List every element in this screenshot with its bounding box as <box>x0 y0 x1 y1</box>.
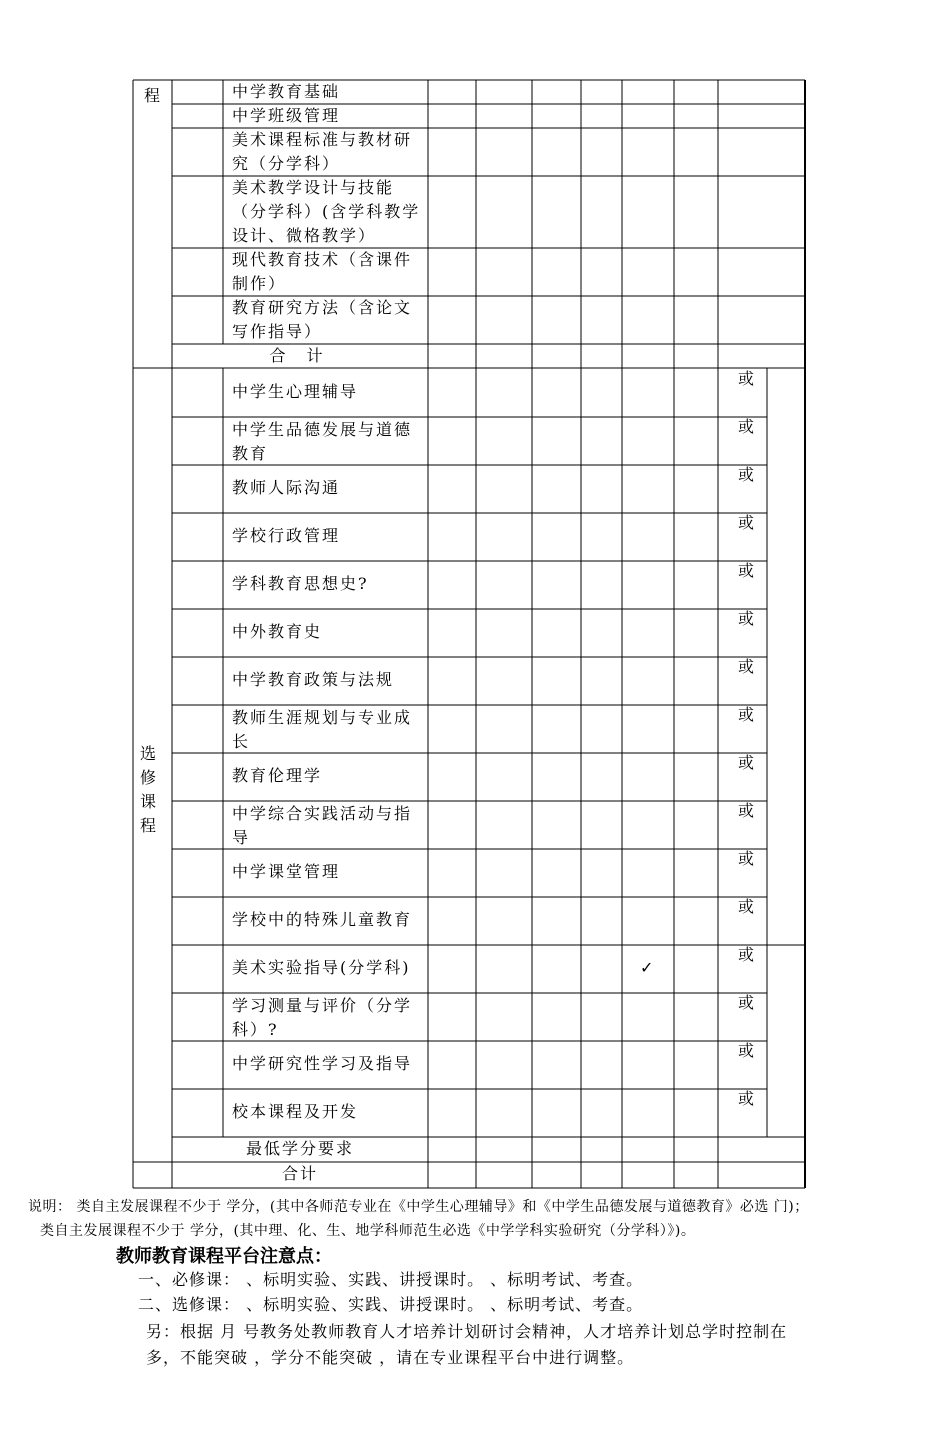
or-mark: 或 <box>738 897 757 916</box>
course-name-cell: 教师人际沟通 <box>232 478 341 497</box>
note-line-1: 说明： 类自主发展课程不少于 学分，(其中各师范专业在《中学生心理辅导》和《中学生品德发展与道德教育》必选 门)； <box>28 1199 809 1215</box>
course-name-cell: 现代教育技术（含课件 制作） <box>232 250 413 293</box>
or-mark: 或 <box>738 801 757 820</box>
course-name-cell: 教育研究方法（含论文 写作指导） <box>232 298 413 341</box>
or-mark: 或 <box>738 465 757 484</box>
platform-note-item: 二、选修课： 、标明实验、实践、讲授课时。 、标明考试、考查。 <box>138 1295 644 1314</box>
course-name-cell: 美术课程标准与教材研 究（分学科） <box>232 130 413 173</box>
or-mark: 或 <box>738 513 757 532</box>
course-name-cell: 美术实验指导(分学科) <box>232 958 411 977</box>
note-line-2: 类自主发展课程不少于 学分，(其中理、化、生、地学科师范生必选《中学学科实验研究（分学科）》)。 <box>40 1223 696 1239</box>
course-name-cell: 中学教育政策与法规 <box>232 670 395 689</box>
or-mark: 或 <box>738 609 757 628</box>
course-name-cell: 中外教育史 <box>232 622 323 641</box>
elective-category-label <box>140 742 164 838</box>
or-mark: 或 <box>738 561 757 580</box>
course-name-cell: 中学班级管理 <box>232 106 341 125</box>
course-name-cell: 美术教学设计与技能 （分学科）(含学科教学 设计、微格教学） <box>232 178 421 245</box>
category-char: 选 <box>140 744 159 763</box>
course-name-cell: 中学教育基础 <box>232 82 341 101</box>
or-mark: 或 <box>738 1089 757 1108</box>
course-name-cell: 中学研究性学习及指导 <box>232 1054 413 1073</box>
category-char: 程 <box>140 816 159 835</box>
or-mark: 或 <box>738 993 757 1012</box>
or-mark: 或 <box>738 417 757 436</box>
or-mark: 或 <box>738 753 757 772</box>
course-name-cell: 中学综合实践活动与指 导 <box>232 804 413 847</box>
required-total-label: 合 计 <box>269 346 331 365</box>
course-name-cell: 学习测量与评价（分学 科）? <box>232 996 413 1039</box>
course-name-cell: 校本课程及开发 <box>232 1102 359 1121</box>
check-mark: ✓ <box>640 958 656 977</box>
or-mark: 或 <box>738 369 757 388</box>
or-mark: 或 <box>738 849 757 868</box>
course-name-cell: 中学生心理辅导 <box>232 382 359 401</box>
platform-note-item: 一、必修课： 、标明实验、实践、讲授课时。 、标明考试、考查。 <box>138 1270 644 1289</box>
required-category-label: 程 <box>144 86 163 105</box>
course-name-cell: 中学生品德发展与道德 教育 <box>232 420 413 463</box>
min-credit-label: 最低学分要求 <box>245 1139 354 1158</box>
platform-note-item: 另：根据 月 号教务处教师教育人才培养计划研讨会精神，人才培养计划总学时控制在 <box>146 1322 788 1341</box>
elective-total-label: 合计 <box>281 1164 318 1183</box>
category-char: 修 <box>140 768 159 787</box>
course-name-cell: 学校行政管理 <box>232 526 341 545</box>
course-name-cell: 教师生涯规划与专业成 长 <box>232 708 413 751</box>
category-char: 课 <box>140 792 159 811</box>
course-name-cell: 学校中的特殊儿童教育 <box>232 910 413 929</box>
or-mark: 或 <box>738 657 757 676</box>
course-name-cell: 教育伦理学 <box>232 766 323 785</box>
or-mark: 或 <box>738 1041 757 1060</box>
course-name-cell: 中学课堂管理 <box>232 862 341 881</box>
or-mark: 或 <box>738 705 757 724</box>
course-name-cell: 学科教育思想史? <box>232 574 369 593</box>
platform-notes-heading: 教师教育课程平台注意点： <box>116 1246 332 1267</box>
or-mark: 或 <box>738 945 757 964</box>
platform-note-item: 多，不能突破 ，学分不能突破 ，请在专业课程平台中进行调整。 <box>146 1348 635 1367</box>
